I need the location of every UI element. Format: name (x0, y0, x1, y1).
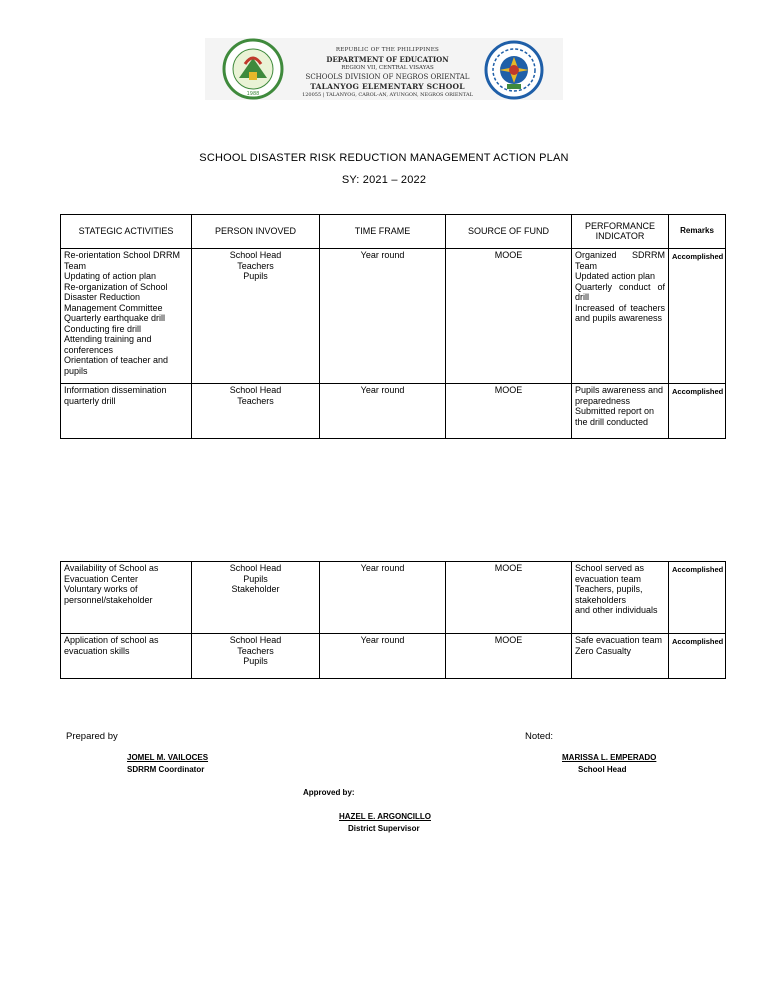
header-remarks: Remarks (669, 215, 726, 249)
approved-by-name: HAZEL E. ARGONCILLO (339, 812, 431, 821)
remarks-cell: Accomplished (669, 634, 726, 679)
letterhead-line: REPUBLIC OF THE PHILIPPINES (335, 47, 440, 53)
indicator-cell (572, 249, 669, 384)
header-persons: PERSON INVOVED (192, 215, 320, 249)
letterhead-line: DEPARTMENT OF EDUCATION (326, 55, 449, 64)
activity-item: Re-organization of School Disaster Reduction Management Committee (64, 281, 168, 313)
fund-cell: MOOE (446, 384, 572, 439)
persons-cell (192, 562, 320, 634)
activity-item: Quarterly earthquake drill (64, 313, 166, 323)
indicator-item: Quarterly conduct of drill (575, 281, 665, 302)
indicator-item: Pupils awareness and preparedness (575, 385, 664, 406)
table-row (61, 562, 726, 634)
persons-cell (192, 634, 320, 679)
letterhead-line: TALANYOG ELEMENTARY SCHOOL (310, 82, 465, 91)
prepared-by-title: SDRRM Coordinator (127, 765, 205, 774)
table-header-row (61, 215, 726, 249)
time-frame-cell: Year round (320, 384, 446, 439)
indicator-item: Organized SDRRM Team (575, 250, 665, 271)
person-item: Teachers (237, 395, 274, 406)
school-seal-logo (221, 38, 285, 100)
letterhead (205, 38, 563, 100)
activity-item: Conducting fire drill (64, 323, 142, 334)
indicator-cell (572, 562, 669, 634)
remarks-cell: Accomplished (669, 384, 726, 439)
activities-cell (61, 634, 192, 679)
indicator-item: Safe evacuation team (575, 635, 663, 645)
activity-item: Updating of action plan (64, 271, 157, 281)
indicator-item: Teachers, pupils, stakeholders (575, 584, 643, 605)
activity-item: Information dissemination quarterly drill (64, 385, 167, 406)
activity-item: Orientation of teacher and pupils (64, 355, 169, 376)
noted-by-name: MARISSA L. EMPERADO (562, 753, 657, 762)
prepared-by-label: Prepared by (66, 731, 118, 742)
activity-item: Attending training and conferences (64, 334, 152, 355)
indicator-item: Increased of teachers and pupils awareness (575, 302, 665, 323)
indicator-item: Submitted report on the drill conducted (575, 406, 655, 427)
person-item: Pupils (243, 573, 268, 584)
header-indicator: PERFORMANCE INDICATOR (572, 215, 669, 249)
school-year: SY: 2021 – 2022 (341, 174, 427, 186)
indicator-item: Zero Casualty (575, 645, 632, 656)
remarks-cell: Accomplished (669, 562, 726, 634)
header-activities: STATEGIC ACTIVITIES (61, 215, 192, 249)
prepared-by-name: JOMEL M. VAILOCES (127, 753, 209, 762)
persons-cell (192, 384, 320, 439)
activity-item: Availability of School as Evacuation Center (64, 563, 159, 584)
indicator-cell (572, 384, 669, 439)
noted-label: Noted: (525, 731, 553, 742)
table-row (61, 249, 726, 384)
fund-cell: MOOE (446, 562, 572, 634)
activity-item: Re-orientation School DRRM Team (64, 250, 181, 271)
indicator-item: Updated action plan (575, 271, 656, 281)
table-row (61, 634, 726, 679)
person-item: Teachers (237, 645, 274, 656)
seal-year-text: 1988 (246, 91, 260, 97)
time-frame-cell: Year round (320, 562, 446, 634)
indicator-cell (572, 634, 669, 679)
person-item: Pupils (243, 271, 268, 281)
deped-seal-logo (483, 40, 545, 100)
document-title: SCHOOL DISASTER RISK REDUCTION MANAGEMENT ACTION PLAN (199, 152, 569, 164)
activities-cell (61, 249, 192, 384)
activities-cell (61, 562, 192, 634)
table-row (61, 384, 726, 439)
activities-cell (61, 384, 192, 439)
person-item: School Head (229, 563, 282, 573)
activity-item: Voluntary works of personnel/stakeholder (64, 584, 153, 605)
letterhead-line: REGION VII, CENTRAL VISAYAS (341, 65, 434, 71)
action-plan-table (60, 214, 726, 439)
noted-by-title: School Head (578, 765, 627, 774)
indicator-item: School served as evacuation team (575, 563, 645, 584)
person-item: School Head (229, 385, 282, 395)
time-frame-cell: Year round (320, 634, 446, 679)
activity-item: Application of school as evacuation skills (64, 635, 159, 656)
letterhead-line: SCHOOLS DIVISION OF NEGROS ORIENTAL (305, 73, 470, 81)
header-time-frame: TIME FRAME (320, 215, 446, 249)
approved-by-label: Approved by: (303, 788, 355, 797)
person-item: Stakeholder (231, 584, 280, 594)
person-item: School Head (229, 635, 282, 645)
action-plan-table-continued (60, 561, 726, 679)
person-item: Teachers (237, 260, 274, 271)
remarks-cell: Accomplished (669, 249, 726, 384)
letterhead-text (295, 46, 480, 100)
person-item: School Head (229, 250, 282, 260)
indicator-item: and other individuals (575, 605, 658, 615)
fund-cell: MOOE (446, 249, 572, 384)
approved-by-title: District Supervisor (348, 824, 420, 833)
fund-cell: MOOE (446, 634, 572, 679)
persons-cell (192, 249, 320, 384)
time-frame-cell: Year round (320, 249, 446, 384)
letterhead-line: 120055 | TALANYOG, CAROL-AN, AYUNGON, NEGROS ORIENTAL (302, 92, 473, 98)
header-fund: SOURCE OF FUND (446, 215, 572, 249)
person-item: Pupils (243, 656, 268, 666)
